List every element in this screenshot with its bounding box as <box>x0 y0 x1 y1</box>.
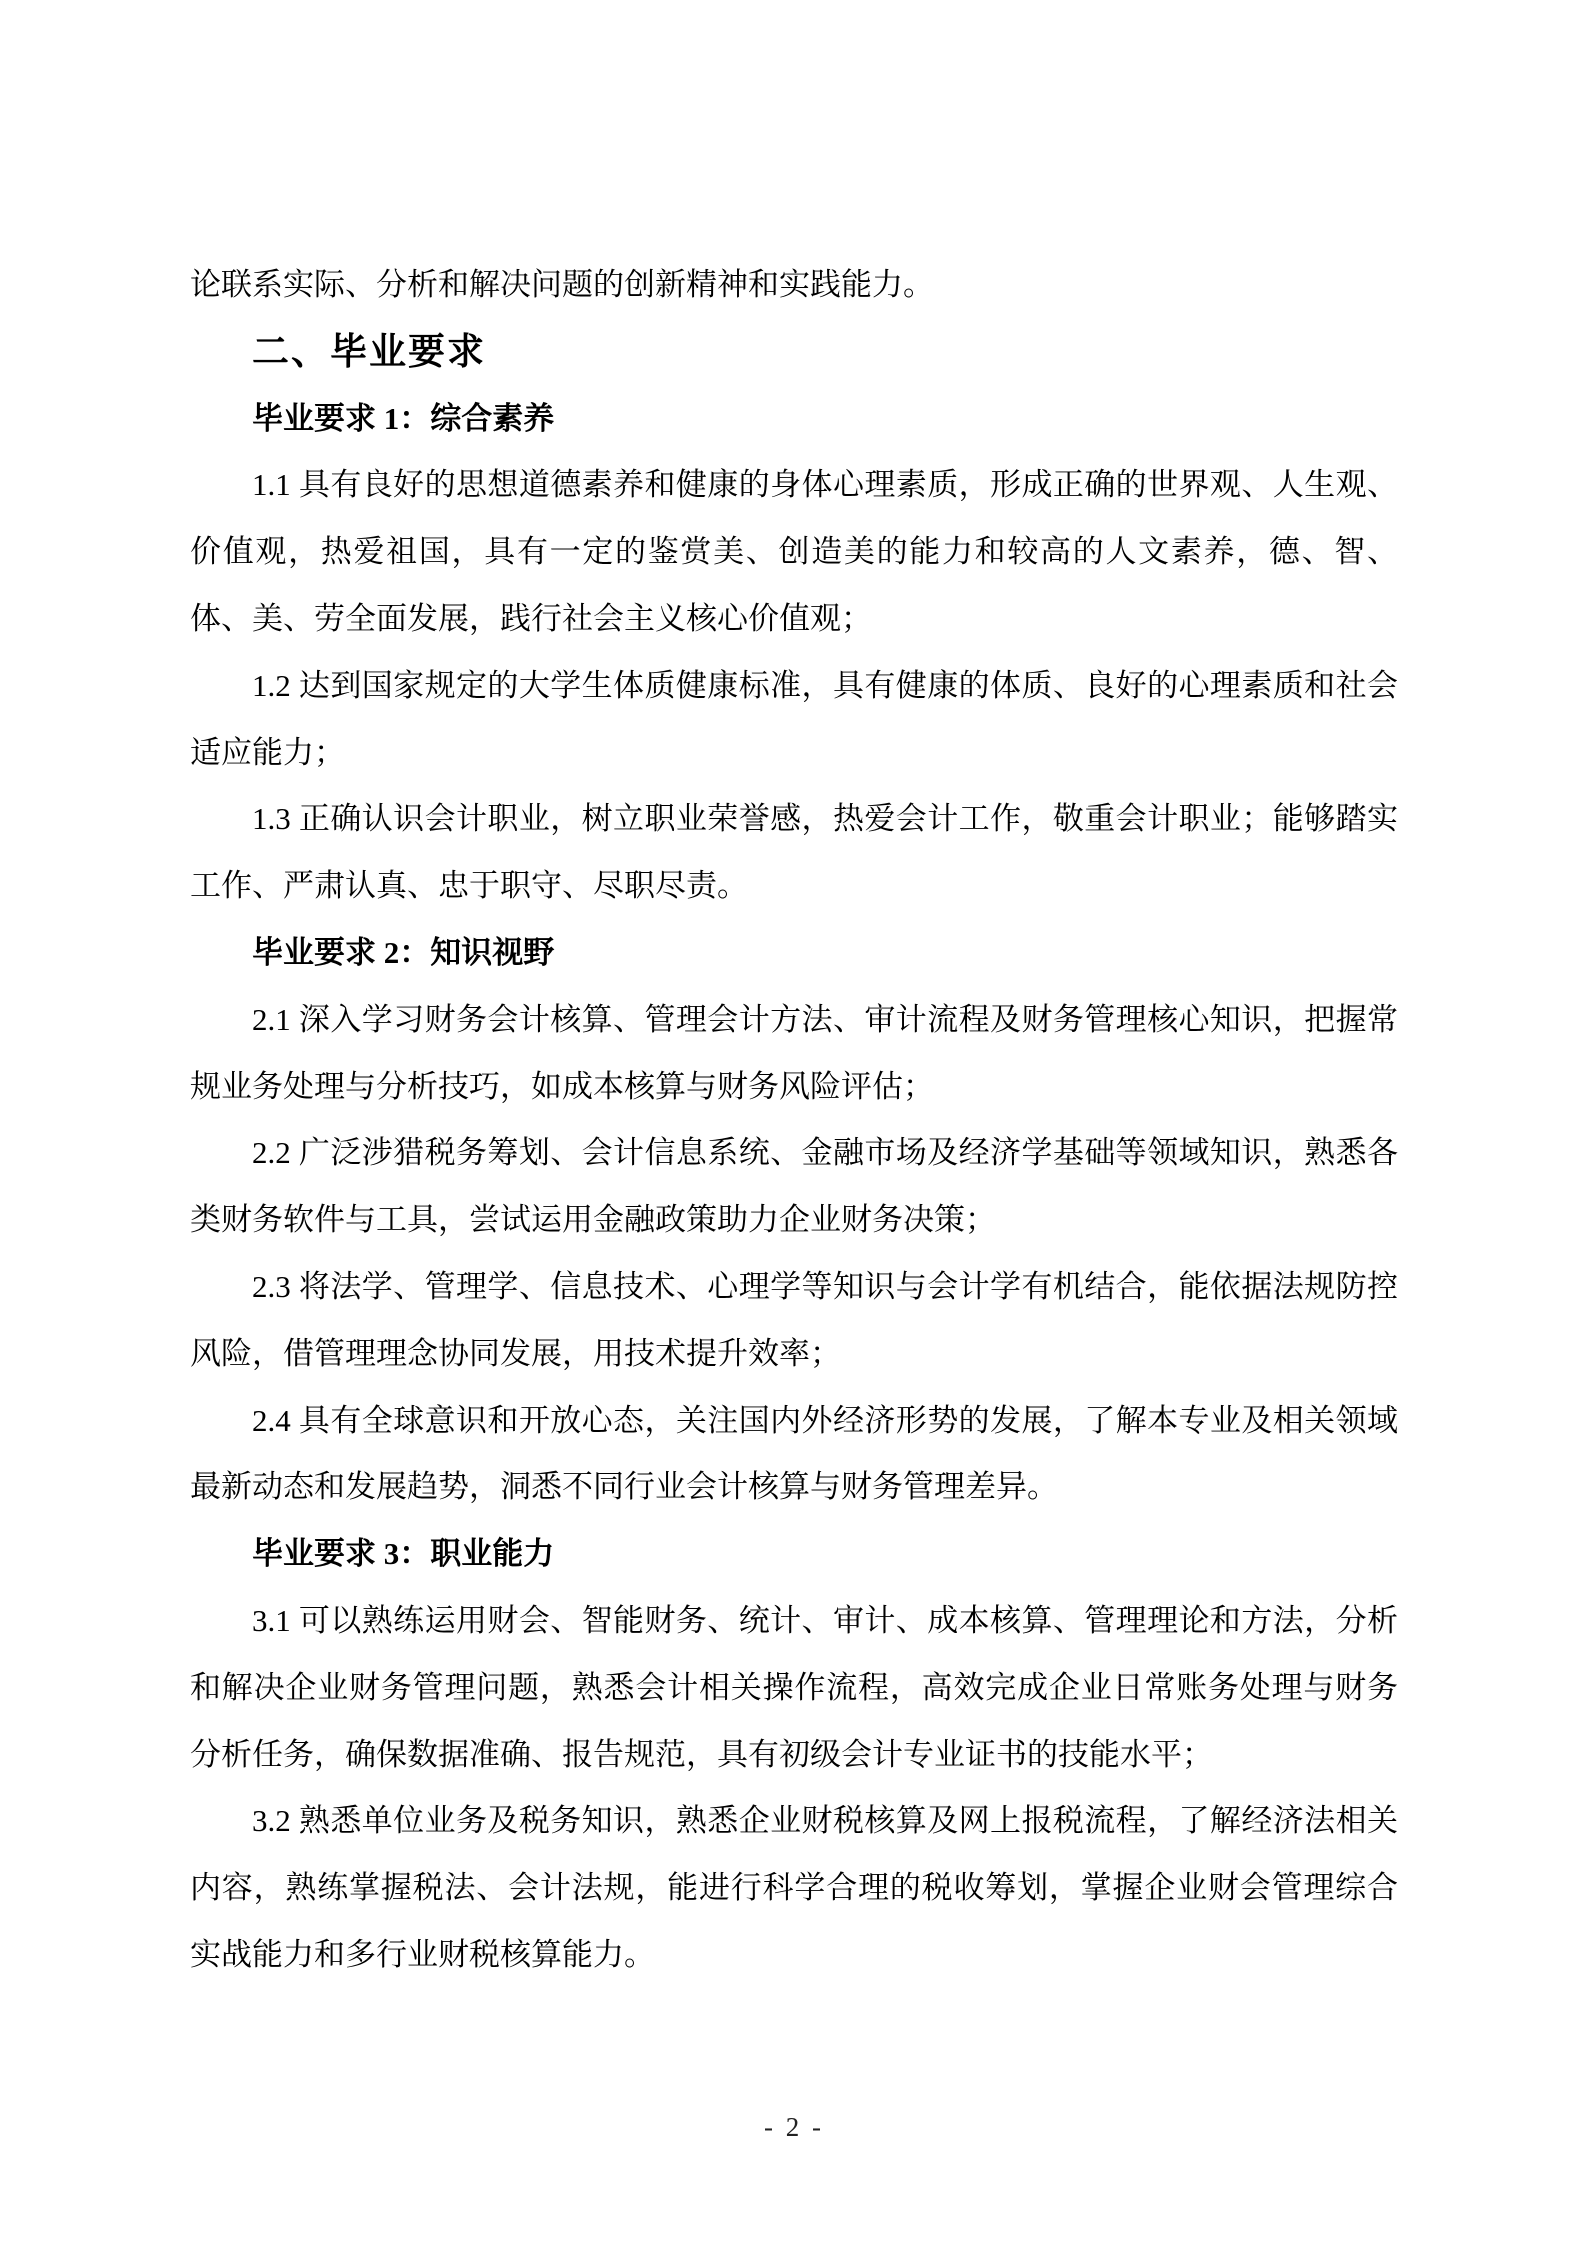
subsection-heading-requirement-1: 毕业要求 1：综合素养 <box>252 400 555 436</box>
paragraph-2-4: 2.4 具有全球意识和开放心态，关注国内外经济形势的发展，了解本专业及相关领域最新动态和发展趋势，洞悉不同行业会计核算与财务管理差异。 <box>190 1402 1398 1505</box>
paragraph-2-2: 2.2 广泛涉猎税务筹划、会计信息系统、金融市场及经济学基础等领域知识，熟悉各类财务软件与工具，尝试运用金融政策助力企业财务决策； <box>190 1135 1398 1238</box>
document-text-block <box>190 252 1398 1989</box>
paragraph-2-1: 2.1 深入学习财务会计核算、管理会计方法、审计流程及财务管理核心知识，把握常规业务处理与分析技巧，如成本核算与财务风险评估； <box>190 1001 1398 1104</box>
paragraph-2-3: 2.3 将法学、管理学、信息技术、心理学等知识与会计学有机结合，能依据法规防控风险，借管理理念协同发展，用技术提升效率； <box>190 1268 1398 1371</box>
paragraph-3-1: 3.1 可以熟练运用财会、智能财务、统计、审计、成本核算、管理理论和方法，分析和解决企业财务管理问题，熟悉会计相关操作流程，高效完成企业日常账务处理与财务分析任务，确保数据准确、报告规范，具有初级会计专业证书的技能水平； <box>190 1602 1398 1772</box>
subsection-heading-requirement-3: 毕业要求 3：职业能力 <box>252 1536 555 1572</box>
paragraph-1-3: 1.3 正确认识会计职业，树立职业荣誉感，热爱会计工作，敬重会计职业；能够踏实工作、严肃认真、忠于职守、尽职尽责。 <box>190 801 1398 904</box>
section-heading-graduation-requirements: 二、毕业要求 <box>252 330 486 372</box>
overflow-paragraph: 论联系实际、分析和解决问题的创新精神和实践能力。 <box>190 267 934 302</box>
subsection-heading-requirement-2: 毕业要求 2：知识视野 <box>252 934 555 970</box>
paragraph-1-2: 1.2 达到国家规定的大学生体质健康标准，具有健康的体质、良好的心理素质和社会适应能力； <box>190 667 1398 770</box>
page-number: - 2 - <box>764 2112 824 2142</box>
paragraph-1-1: 1.1 具有良好的思想道德素养和健康的身体心理素质，形成正确的世界观、人生观、价值观，热爱祖国，具有一定的鉴赏美、创造美的能力和较高的人文素养，德、智、体、美、劳全面发展，践行社会主义核心价值观； <box>190 467 1398 636</box>
paragraph-3-2: 3.2 熟悉单位业务及税务知识，熟悉企业财税核算及网上报税流程，了解经济法相关内容，熟练掌握税法、会计法规，能进行科学合理的税收筹划，掌握企业财会管理综合实战能力和多行业财税核算能力。 <box>190 1803 1398 1972</box>
